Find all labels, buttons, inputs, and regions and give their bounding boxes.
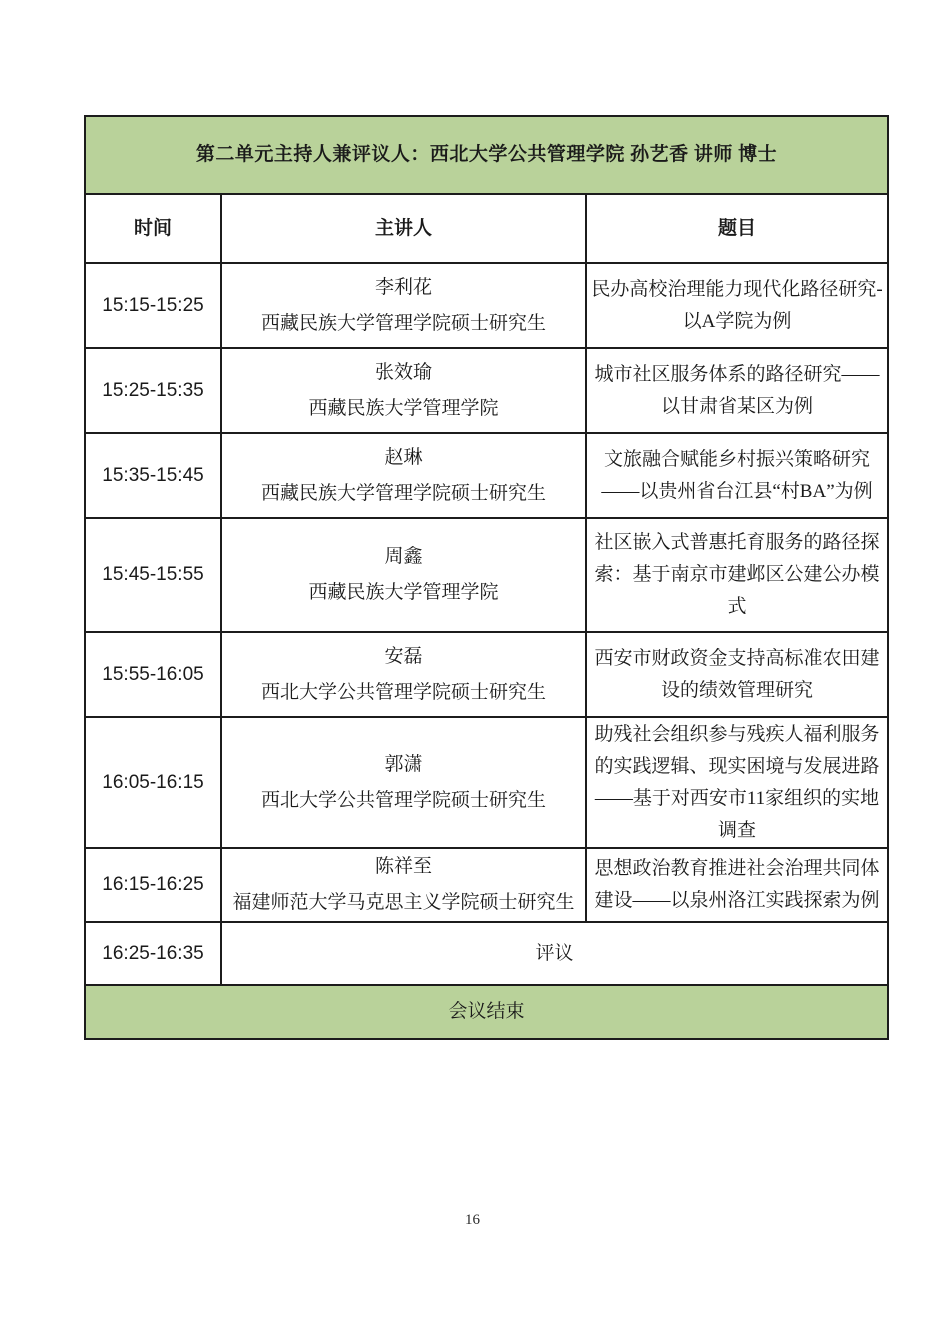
speaker-cell bbox=[221, 348, 586, 433]
time-cell: 16:15-16:25 bbox=[85, 848, 221, 922]
meeting-end-label: 会议结束 bbox=[85, 985, 888, 1039]
speaker-cell bbox=[221, 717, 586, 848]
speaker-affiliation: 西藏民族大学管理学院硕士研究生 bbox=[260, 482, 546, 504]
speaker-cell bbox=[221, 263, 586, 348]
conference-schedule-table bbox=[84, 115, 887, 1040]
speaker-name: 张效瑜 bbox=[374, 361, 432, 383]
speaker-name: 李利花 bbox=[374, 276, 432, 298]
speaker-affiliation: 西北大学公共管理学院硕士研究生 bbox=[260, 789, 546, 811]
time-cell: 15:55-16:05 bbox=[85, 632, 221, 717]
speaker-name: 安磊 bbox=[384, 645, 423, 667]
speaker-affiliation: 西藏民族大学管理学院 bbox=[308, 397, 499, 419]
speaker-cell bbox=[221, 632, 586, 717]
speaker-affiliation: 西藏民族大学管理学院 bbox=[308, 582, 499, 603]
session-title: 第二单元主持人兼评议人：西北大学公共管理学院 孙艺香 讲师 博士 bbox=[85, 116, 888, 194]
topic-cell: 思想政治教育推进社会治理共同体建设——以泉州洛江实践探索为例 bbox=[586, 848, 888, 922]
topic-cell: 助残社会组织参与残疾人福利服务的实践逻辑、现实困境与发展进路——基于对西安市11家组织的实地调查 bbox=[586, 717, 888, 848]
topic-cell: 社区嵌入式普惠托育服务的路径探索：基于南京市建邺区公建公办模式 bbox=[586, 518, 888, 632]
time-cell: 16:25-16:35 bbox=[85, 922, 221, 985]
speaker-name: 周鑫 bbox=[384, 546, 423, 567]
topic-cell: 城市社区服务体系的路径研究——以甘肃省某区为例 bbox=[586, 348, 888, 433]
session-title-row bbox=[85, 116, 888, 194]
topic-cell: 民办高校治理能力现代化路径研究-以A学院为例 bbox=[586, 263, 888, 348]
col-header-topic: 题目 bbox=[586, 194, 888, 263]
table-row bbox=[85, 348, 888, 433]
table-row bbox=[85, 518, 888, 632]
speaker-name: 郭潇 bbox=[384, 753, 423, 775]
speaker-name: 赵琳 bbox=[384, 446, 423, 468]
time-cell: 15:15-15:25 bbox=[85, 263, 221, 348]
col-header-speaker: 主讲人 bbox=[221, 194, 586, 263]
review-cell: 评议 bbox=[221, 922, 888, 985]
topic-cell: 文旅融合赋能乡村振兴策略研究——以贵州省台江县“村BA”为例 bbox=[586, 433, 888, 518]
speaker-cell bbox=[221, 518, 586, 632]
speaker-affiliation: 福建师范大学马克思主义学院硕士研究生 bbox=[232, 892, 575, 913]
table-footer-row bbox=[85, 985, 888, 1039]
speaker-name: 陈祥至 bbox=[374, 856, 432, 877]
table-row bbox=[85, 848, 888, 922]
speaker-affiliation: 西北大学公共管理学院硕士研究生 bbox=[260, 681, 546, 703]
review-row bbox=[85, 922, 888, 985]
table-row bbox=[85, 632, 888, 717]
time-cell: 15:25-15:35 bbox=[85, 348, 221, 433]
table-row bbox=[85, 263, 888, 348]
time-cell: 15:35-15:45 bbox=[85, 433, 221, 518]
topic-cell: 西安市财政资金支持高标准农田建设的绩效管理研究 bbox=[586, 632, 888, 717]
time-cell: 15:45-15:55 bbox=[85, 518, 221, 632]
col-header-time: 时间 bbox=[85, 194, 221, 263]
speaker-affiliation: 西藏民族大学管理学院硕士研究生 bbox=[260, 312, 546, 334]
time-cell: 16:05-16:15 bbox=[85, 717, 221, 848]
speaker-cell bbox=[221, 433, 586, 518]
table-row bbox=[85, 717, 888, 848]
table-row bbox=[85, 433, 888, 518]
page-number: 16 bbox=[465, 1212, 480, 1228]
speaker-cell bbox=[221, 848, 586, 922]
column-header-row bbox=[85, 194, 888, 263]
